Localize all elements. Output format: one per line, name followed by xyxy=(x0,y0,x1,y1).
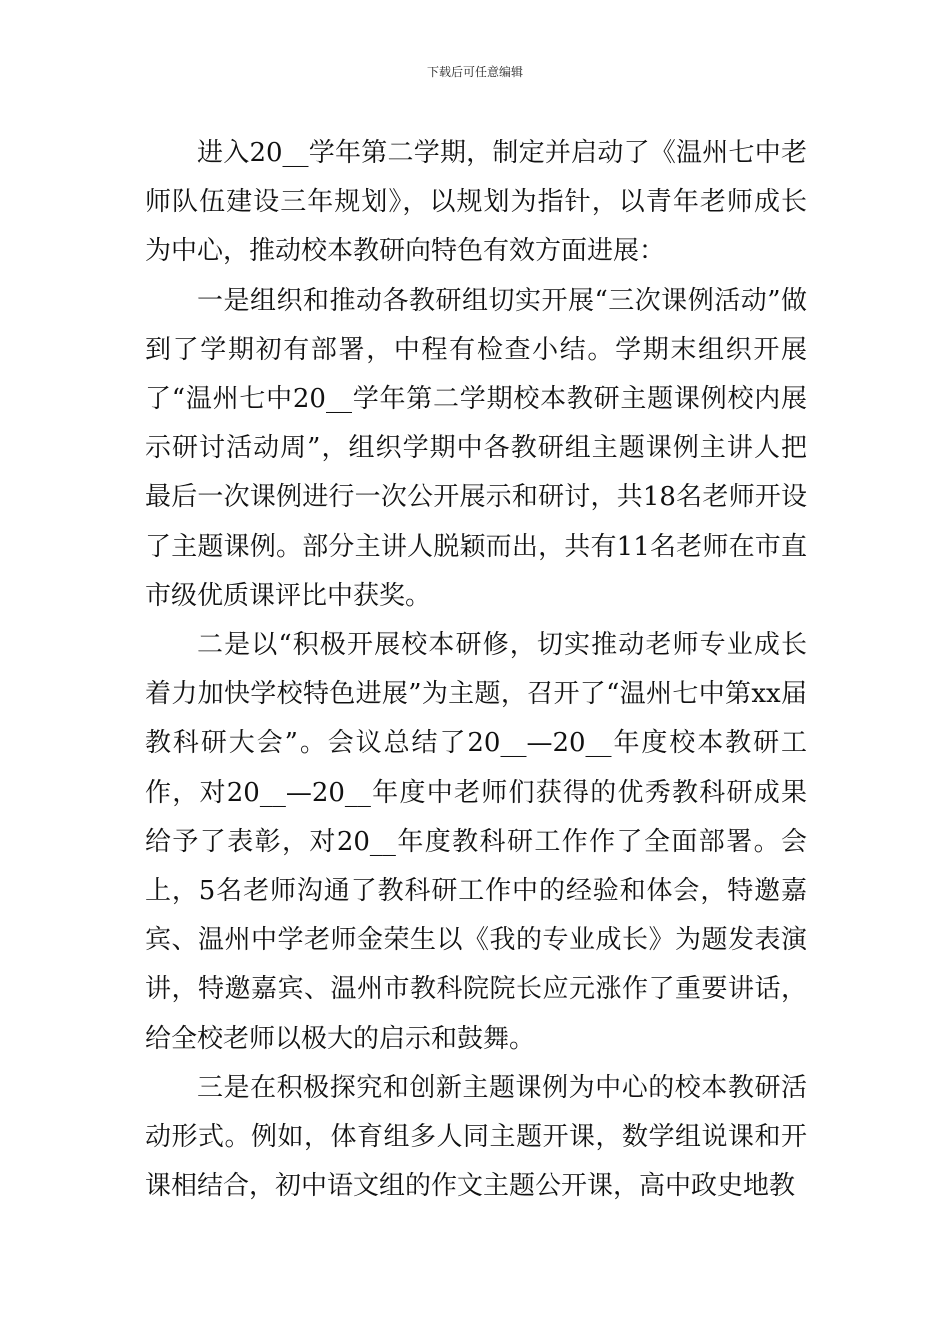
paragraph-4: 三是在积极探究和创新主题课例为中心的校本教研活动形式。例如，体育组多人同主题开课，数学组说课和开课相结合，初中语文组的作文主题公开课，高中政史地教 xyxy=(145,1072,807,1202)
paragraph-2: 一是组织和推动各教研组切实开展“三次课例活动”做到了学期初有部署，中程有检查小结。学期末组织开展了“温州七中20__学年第二学期校本教研主题课例校内展示研讨活动周”，组织学期中各教研组主题课例主讲人把最后一次课例进行一次公开展示和研讨，共18名老师开设了主题课例。部分主讲人脱颖而出，共有11名老师在市直市级优质课评比中获奖。 xyxy=(145,285,807,611)
paragraph-1: 进入20__学年第二学期，制定并启动了《温州七中老师队伍建设三年规划》，以规划为指针，以青年老师成长为中心，推动校本教研向特色有效方面进展： xyxy=(145,138,807,267)
paragraph-3: 二是以“积极开展校本研修，切实推动老师专业成长着力加快学校特色进展”为主题，召开了“温州七中第xx届教科研大会”。会议总结了20__—20__年度校本教研工作，对20__—20__年度中老师们获得的优秀教科研成果给予了表彰，对20__年度教科研工作作了全面部署。会上，5名老师沟通了教科研工作中的经验和体会，特邀嘉宾、温州中学老师金荣生以《我的专业成长》为题发表演讲，特邀嘉宾、温州市教科院院长应元涨作了重要讲话，给全校老师以极大的启示和鼓舞。 xyxy=(145,630,807,1054)
document-body xyxy=(145,129,807,1211)
page-header: 下载后可任意编辑 xyxy=(426,65,523,79)
